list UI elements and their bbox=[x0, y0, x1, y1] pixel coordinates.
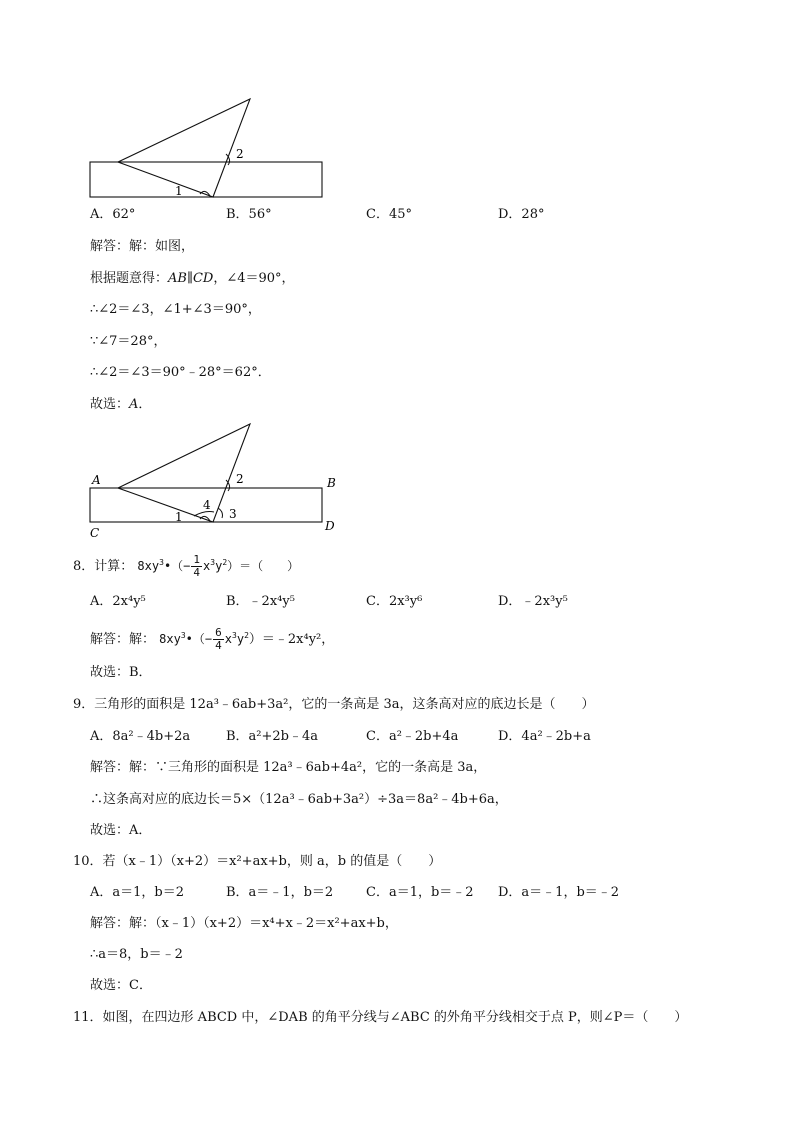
q7-fig2-label-4: 4 bbox=[203, 498, 211, 512]
q7-solution-line-2: ∴∠2＝∠3，∠1+∠3＝90°， bbox=[90, 302, 261, 317]
q8-sol-expr bbox=[159, 626, 249, 652]
q10-stem: 10．若（x﹣1）（x+2）＝x²+ax+b，则 a，b 的值是（ ） bbox=[73, 854, 442, 869]
q7-sol5-b: A bbox=[129, 397, 139, 412]
q8-sol-minus: − bbox=[204, 632, 213, 646]
q8-expr-8xy: 8xy bbox=[137, 559, 160, 573]
q8-stem-expr bbox=[137, 553, 300, 579]
q8-option-b: B．﹣2x⁴y⁵ bbox=[226, 594, 295, 609]
q7-sol1-a: 根据题意得： bbox=[90, 271, 169, 286]
q7-sol1-b: AB∥CD bbox=[168, 271, 214, 286]
q7-solution-line-3: ∵∠7＝28°， bbox=[90, 334, 167, 349]
q7-option-d: D．28° bbox=[498, 207, 545, 222]
q10-option-d: D．a＝﹣1，b＝﹣2 bbox=[498, 885, 620, 900]
q8-exp-3a: 3 bbox=[159, 558, 164, 567]
q11-stem: 11．如图，在四边形 ABCD 中，∠DAB 的角平分线与∠ABC 的外角平分线相交于点 P，则∠P＝（ ） bbox=[73, 1010, 688, 1025]
q7-fig2-label-2: 2 bbox=[236, 472, 244, 486]
q7-fig2-label-A: A bbox=[92, 473, 101, 487]
q10-solution-line-2: ∴a＝8，b＝﹣2 bbox=[90, 947, 183, 962]
q8-frac-den: 4 bbox=[193, 566, 201, 579]
q7-sol1-c: ，∠4＝90°， bbox=[213, 271, 295, 286]
q7-fig1-label-2: 2 bbox=[236, 147, 244, 161]
q7-fig2-label-D: D bbox=[325, 519, 335, 533]
q9-option-b: B．a²+2b﹣4a bbox=[226, 729, 319, 744]
q7-option-b: B．56° bbox=[226, 207, 272, 222]
q10-option-c: C．a＝1，b＝﹣2 bbox=[366, 885, 474, 900]
q7-fig2-label-1: 1 bbox=[175, 510, 183, 524]
q9-option-c: C．a²﹣2b+4a bbox=[366, 729, 459, 744]
q7-fig2-arc-3 bbox=[218, 508, 223, 518]
q7-option-a: A．62° bbox=[90, 207, 136, 222]
q8-sol-frac-den: 4 bbox=[215, 639, 222, 652]
q8-sol-fraction bbox=[213, 627, 224, 652]
q8-minus: − bbox=[183, 559, 191, 573]
q10-choose: 故选：C． bbox=[90, 978, 152, 993]
q8-option-a: A．2x⁴y⁵ bbox=[90, 594, 146, 609]
q7-solution-head: 解答：解：如图， bbox=[90, 239, 195, 254]
q8-sol-dot: •（ bbox=[185, 632, 205, 646]
q8-stem-label: 8．计算： bbox=[73, 559, 134, 574]
q9-stem: 9．三角形的面积是 12a³﹣6ab+3a²，它的一条高是 3a，这条高对应的底边长是（ ） bbox=[73, 697, 595, 712]
q7-solution-line-4: ∴∠2＝∠3＝90°﹣28°＝62°． bbox=[90, 365, 271, 380]
q8-solution bbox=[90, 627, 334, 652]
q8-sol-end: ）＝﹣2x⁴y²， bbox=[248, 632, 335, 647]
q8-sol-frac-num: 6 bbox=[215, 626, 222, 639]
q8-sol-exp-3b: 3 bbox=[232, 631, 237, 640]
q7-option-c: C．45° bbox=[366, 207, 412, 222]
q9-solution-line-2: ∴这条高对应的底边长＝5×（12a³﹣6ab+3a²）÷3a＝8a²﹣4b+6a， bbox=[90, 792, 508, 807]
q8-frac-num: 1 bbox=[193, 553, 201, 566]
q7-fig2-label-3: 3 bbox=[229, 507, 237, 521]
q7-fig2-label-C: C bbox=[90, 526, 100, 540]
q8-sol-8xy: 8xy bbox=[159, 632, 181, 646]
q7-sol5-c: ． bbox=[138, 397, 152, 412]
q8-option-c: C．2x³y⁶ bbox=[366, 594, 423, 609]
q8-exp-3b: 3 bbox=[210, 558, 216, 567]
q8-choose: 故选：B． bbox=[90, 665, 152, 680]
q8-exp-2: 2 bbox=[222, 558, 228, 567]
q10-option-b: B．a＝﹣1，b＝2 bbox=[226, 885, 334, 900]
q8-fraction bbox=[191, 554, 202, 579]
q8-dot: •（ bbox=[163, 559, 184, 573]
q8-end: ）＝（ ） bbox=[227, 559, 300, 573]
q7-fig1-label-1: 1 bbox=[175, 184, 183, 198]
q10-solution-line-1: 解答：解：（x﹣1）（x+2）＝x⁴+x﹣2＝x²+ax+b， bbox=[90, 916, 398, 931]
q9-option-a: A．8a²﹣4b+2a bbox=[90, 729, 191, 744]
q7-fig2-label-B: B bbox=[327, 476, 336, 490]
q9-choose: 故选：A． bbox=[90, 823, 152, 838]
q8-sol-label: 解答：解： bbox=[90, 632, 156, 647]
q10-option-a: A．a＝1，b＝2 bbox=[90, 885, 185, 900]
q7-fig2-arc-4 bbox=[194, 512, 214, 517]
q9-option-d: D．4a²﹣2b+a bbox=[498, 729, 591, 744]
q8-option-d: D．﹣2x³y⁵ bbox=[498, 594, 568, 609]
q8-sol-exp-2: 2 bbox=[244, 631, 249, 640]
q8-sol-exp-3a: 3 bbox=[180, 631, 186, 640]
q9-solution-line-1: 解答：解：∵三角形的面积是 12a³﹣6ab+4a²，它的一条高是 3a， bbox=[90, 760, 487, 775]
q8-sol-y: y bbox=[236, 632, 245, 646]
q7-sol5-a: 故选： bbox=[90, 397, 130, 412]
q8-stem bbox=[73, 554, 299, 579]
q8-y: y bbox=[215, 559, 223, 573]
q8-x: x bbox=[203, 559, 211, 573]
q8-sol-x: x bbox=[224, 632, 232, 646]
